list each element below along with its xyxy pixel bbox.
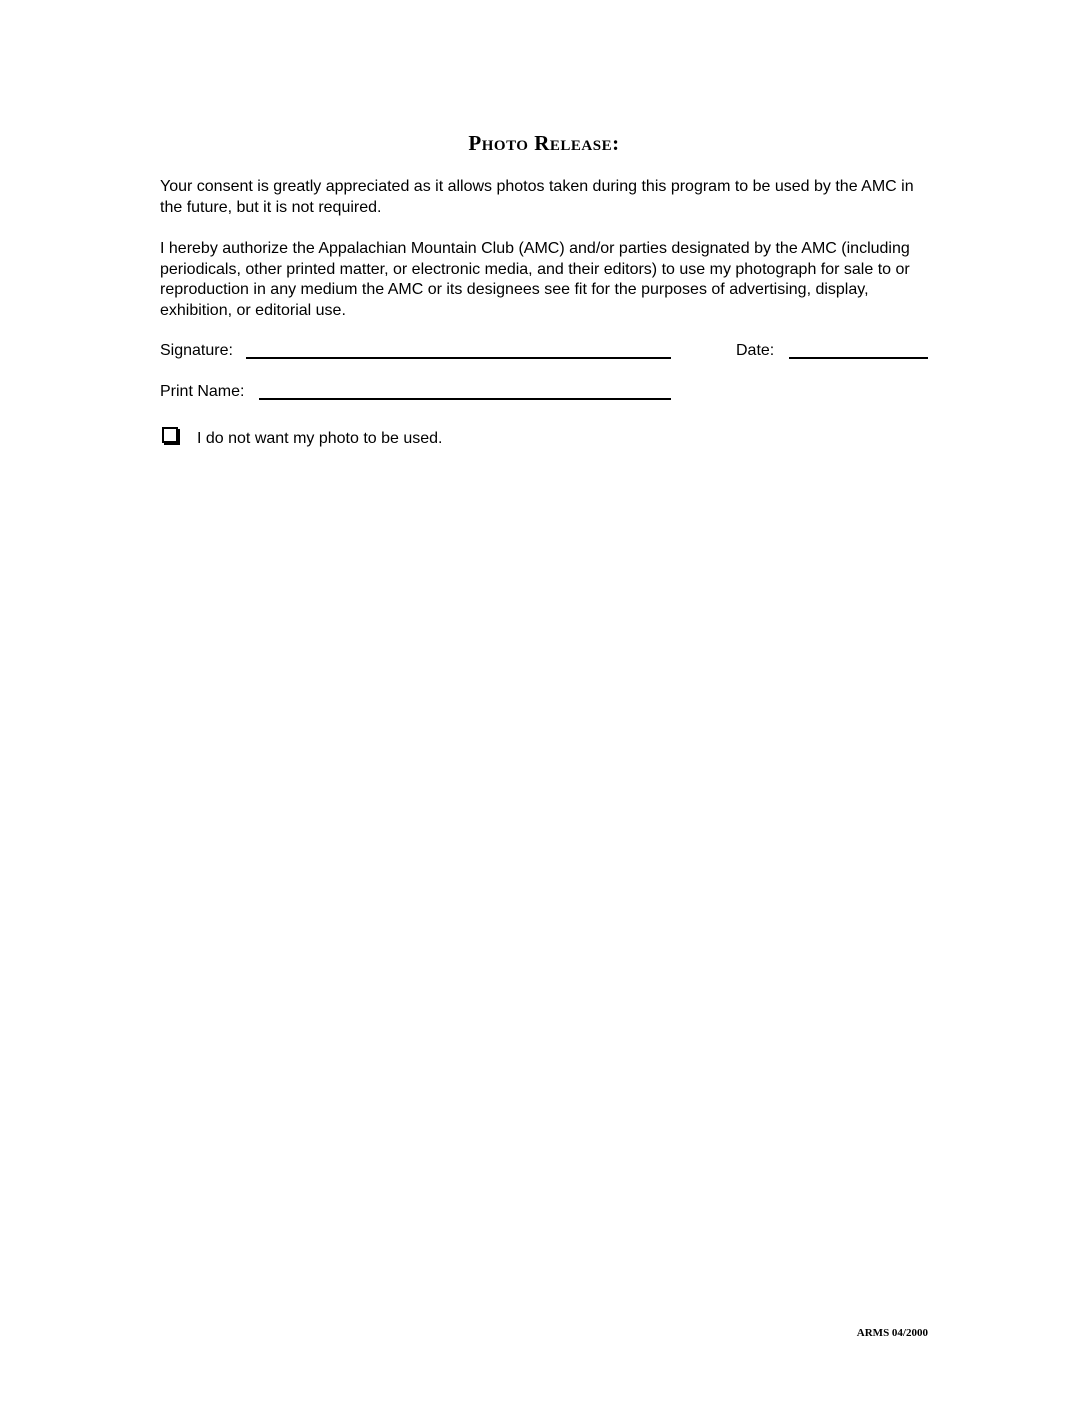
date-row: [736, 341, 774, 361]
signature-label: Signature:: [160, 342, 233, 359]
signature-row: [160, 341, 233, 361]
page-title: Photo Release:: [468, 131, 620, 155]
date-line[interactable]: [789, 357, 928, 359]
print-name-row: [160, 382, 244, 402]
opt-out-checkbox[interactable]: [162, 427, 178, 443]
form-code: ARMS 04/2000: [856, 1327, 928, 1339]
signature-line[interactable]: [246, 357, 671, 359]
consent-paragraph: Your consent is greatly appreciated as it allows photos taken during this program to be used by the AMC in the future, but it is not required.: [160, 178, 914, 216]
authorization-paragraph: I hereby authorize the Appalachian Mountain Club (AMC) and/or parties designated by the AMC (including periodicals, other printed matter, or electronic media, and their editors) to use my photograph for sale to or reproduction in any medium the AMC or its designees see fit for the purposes of advertising, display, exhibition, or editorial use.: [160, 240, 910, 319]
date-label: Date:: [736, 342, 775, 359]
print-name-line[interactable]: [259, 398, 671, 400]
opt-out-row: [197, 429, 443, 449]
print-name-label: Print Name:: [160, 383, 245, 400]
opt-out-label: I do not want my photo to be used.: [197, 430, 443, 447]
